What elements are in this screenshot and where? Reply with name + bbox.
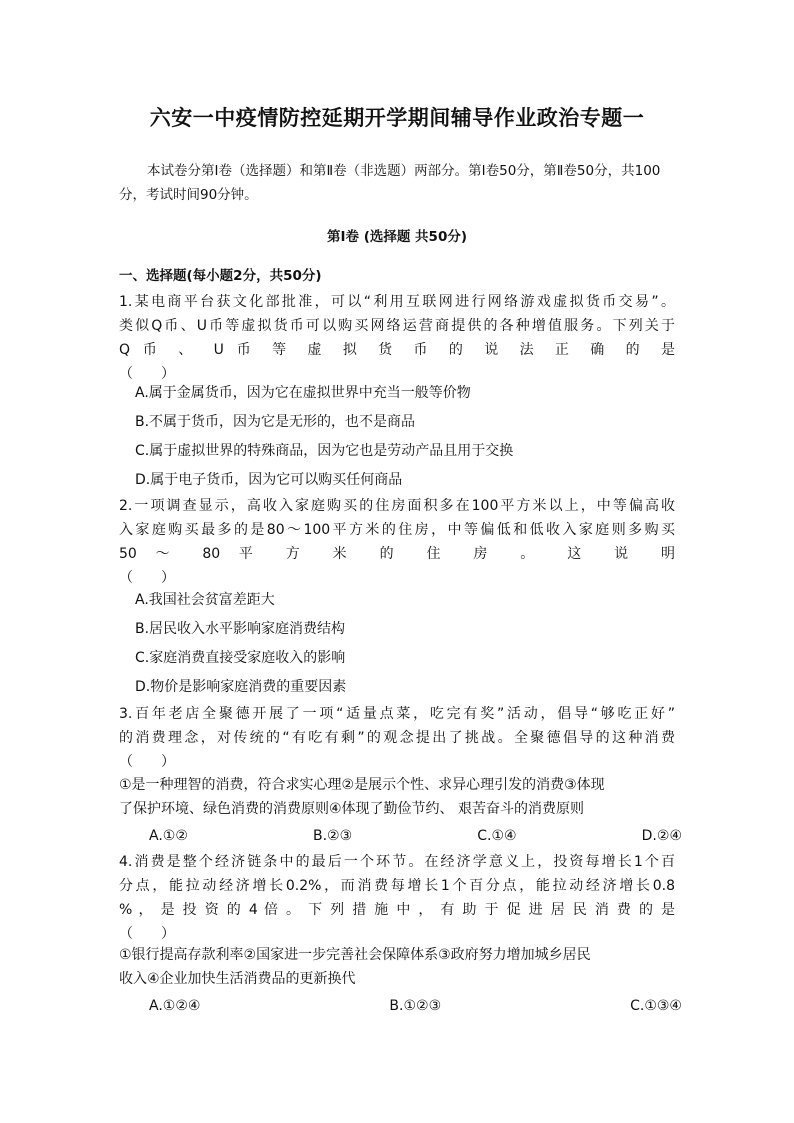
question-2 [119,494,675,590]
option-row [119,824,682,848]
option-d: D.物价是影响家庭消费的重要因素 [135,679,347,695]
statement-line: 收入④企业加快生活消费品的更新换代 [119,971,356,987]
question-text-line: 1.某电商平台获文化部批准，可以“利用互联网进行网络游戏虚拟货币交易”。 [119,294,675,310]
question-text-line: % ， 是 投 资 的 4 倍 。 下 列 措 施 中 ， 有 助 于 促 进 居 民 消 费 的 是 [119,902,675,918]
question-4 [119,850,675,946]
option-a: A.①②④ [149,998,201,1014]
statement-list [119,773,675,821]
option-c: C.①③④ [630,998,682,1014]
question-text-line: 4.消费是整个经济链条中的最后一个环节。在经济学意义上，投资每增长1个百 [119,854,675,870]
section-title: 第Ⅰ卷 (选择题 共50分) [326,229,468,245]
question-text-line: Q 币 、 U 币 等 虚 拟 货 币 的 说 法 正 确 的 是 [119,342,675,358]
option-b: B.②③ [312,828,353,844]
option-c: C.家庭消费直接受家庭收入的影响 [135,650,346,666]
option-b: B.①②③ [389,998,442,1014]
document-title: 六安一中疫情防控延期开学期间辅导作业政治专题一 [149,105,645,130]
question-text-line: 3.百年老店全聚德开展了一项“适量点菜，吃完有奖”活动，倡导“够吃正好” [119,706,675,722]
statement-line: 了保护环境、绿色消费的消费原则④体现了勤俭节约、 艰苦奋斗的消费原则 [119,801,584,817]
question-text-line: 2.一项调查显示，高收入家庭购买的住房面积多在100平方米以上，中等偏高收 [119,498,675,514]
option-b: B.不属于货币，因为它是无形的，也不是商品 [135,414,416,430]
exam-intro: 本试卷分第Ⅰ卷（选择题）和第Ⅱ卷（非选题）两部分。第Ⅰ卷50分，第Ⅱ卷50分，共100分，考试时间90分钟。 [119,163,661,203]
answer-blank: （ ） [119,570,175,586]
answer-blank: （ ） [119,754,175,770]
statement-list [119,943,675,991]
question-text-line: 入家庭购买最多的是80～100平方米的住房，中等偏低和低收入家庭则多购买 [119,522,675,538]
answer-blank: （ ） [119,366,175,382]
option-a: A.我国社会贫富差距大 [135,592,275,608]
question-1 [119,290,675,386]
option-c: C.①④ [477,828,517,844]
question-text-line: 分点，能拉动经济增长0.2%，而消费每增长1个百分点，能拉动经济增长0.8 [119,878,675,894]
answer-blank: （ ） [119,926,175,942]
question-3 [119,702,675,774]
option-d: D.②④ [641,828,682,844]
question-text-line: 类似Q币、U币等虚拟货币可以购买网络运营商提供的各种增值服务。下列关于 [119,318,675,334]
part-heading: 一、选择题(每小题2分，共50分) [119,268,322,284]
question-text-line: 的消费理念，对传统的“有吃有剩”的观念提出了挑战。全聚德倡导的这种消费 [119,730,675,746]
statement-line: ①银行提高存款利率②国家进一步完善社会保障体系③政府努力增加城乡居民 [119,947,591,963]
option-d: D.属于电子货币，因为它可以购买任何商品 [135,472,403,488]
question-text-line: 50 ～ 80 平 方 米 的 住 房 。 这 说 明 [119,546,675,562]
option-c: C.属于虚拟世界的特殊商品，因为它也是劳动产品且用于交换 [135,443,514,459]
option-row [119,994,682,1018]
option-b: B.居民收入水平影响家庭消费结构 [135,621,346,637]
option-a: A.①② [149,828,188,844]
option-a: A.属于金属货币，因为它在虚拟世界中充当一般等价物 [135,385,471,401]
statement-line: ①是一种理智的消费，符合求实心理②是展示个性、求异心理引发的消费③体现 [119,777,605,793]
